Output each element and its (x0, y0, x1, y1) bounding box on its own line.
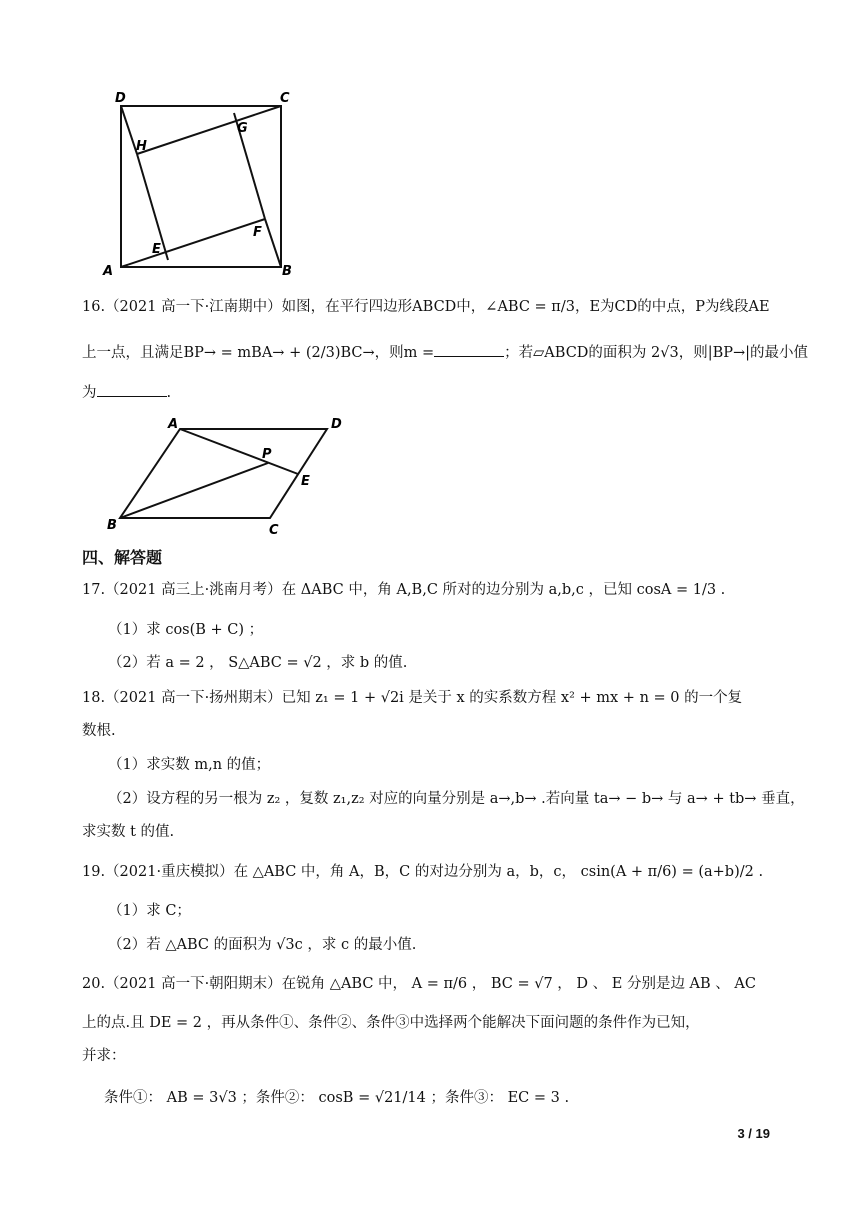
q20-stem2: 上的点.且 DE = 2 ，再从条件①、条件②、条件③中选择两个能解决下面问题的条件作为已知， (82, 1015, 700, 1031)
label-D: D (331, 417, 342, 432)
label-E: E (301, 474, 310, 489)
figure-parallelogram-diagram (100, 412, 360, 542)
figure-square-diagram (100, 86, 310, 281)
q16-line3b-text: . (166, 385, 172, 401)
q16-line1: 16.（2021 高一下·江南期中）如图，在平行四边形ABCD中，∠ABC = π/3，E为CD的中点，P为线段AE (82, 299, 770, 315)
label-G: G (237, 121, 248, 136)
q16-line3-text: 为 (82, 385, 97, 401)
q19-part2: （2）若 △ABC 的面积为 √3c ，求 c 的最小值. (108, 937, 417, 953)
q16-line2b-text: ；若▱ABCD的面积为 2√3，则|BP→|的最小值 (504, 345, 809, 361)
label-F: F (253, 225, 262, 240)
q20-conditions: 条件①： AB = 3√3 ；条件②： cosB = √21/14 ；条件③： EC = 3 . (104, 1090, 570, 1106)
q16-line2 (82, 342, 808, 363)
label-B: B (282, 264, 292, 279)
q17-stem: 17.（2021 高三上·洮南月考）在 ΔABC 中，角 A,B,C 所对的边分别为 a,b,c ，已知 cosA = 1/3 . (82, 582, 726, 598)
label-E: E (152, 242, 161, 257)
label-B: B (107, 518, 117, 533)
label-H: H (136, 139, 147, 154)
label-D: D (115, 91, 126, 106)
answer-blank-min (97, 382, 167, 397)
label-C: C (280, 91, 290, 106)
page-number: 3 / 19 (737, 1126, 770, 1141)
q19-part1: （1）求 C； (108, 903, 191, 919)
q17-part1: （1）求 cos(B + C) ； (108, 622, 264, 638)
section-title: 四、解答题 (82, 548, 163, 567)
q20-stem3: 并求： (82, 1048, 126, 1064)
answer-blank-m (434, 342, 504, 357)
q20-stem: 20.（2021 高一下·朝阳期末）在锐角 △ABC 中， A = π/6 ， BC = √7 ， D 、 E 分别是边 AB 、 AC (82, 976, 756, 992)
q16-line3 (82, 382, 171, 403)
q18-part2: （2）设方程的另一根为 z₂ ，复数 z₁,z₂ 对应的向量分别是 a→,b→ .若向量 ta→ − b→ 与 a→ + tb→ 垂直， (108, 791, 805, 807)
label-P: P (262, 447, 272, 462)
q18-stem: 18.（2021 高一下·扬州期末）已知 z₁ = 1 + √2i 是关于 x 的实系数方程 x² + mx + n = 0 的一个复 (82, 690, 743, 706)
label-C: C (269, 523, 279, 538)
q17-part2: （2）若 a = 2 ， S△ABC = √2 ，求 b 的值. (108, 655, 408, 671)
q18-part2b: 求实数 t 的值. (82, 824, 175, 840)
q16-line2-text: 上一点，且满足BP→ = mBA→ + (2/3)BC→，则m = (82, 345, 435, 361)
q19-stem: 19.（2021·重庆模拟）在 △ABC 中，角 A，B，C 的对边分别为 a，b，c， csin(A + π/6) = (a+b)/2 . (82, 864, 764, 880)
label-A: A (168, 417, 179, 432)
label-A: A (103, 264, 114, 279)
q18-part1: （1）求实数 m,n 的值； (108, 757, 271, 773)
q18-stem2: 数根. (82, 723, 116, 739)
